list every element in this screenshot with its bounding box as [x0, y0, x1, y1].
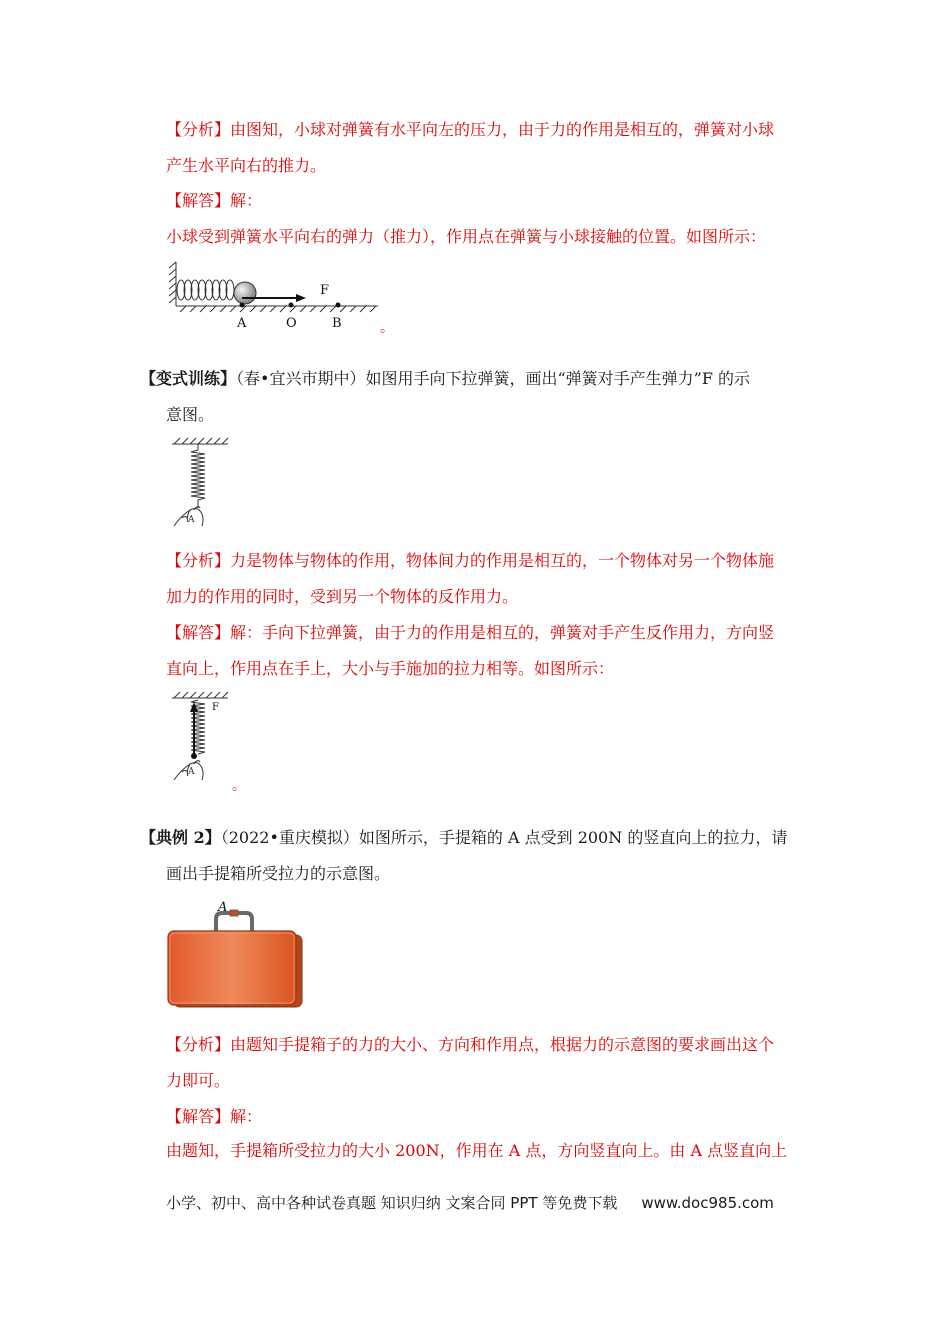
- label-b: B: [332, 316, 342, 331]
- ball: [234, 282, 256, 304]
- hand-spring-figure: [166, 436, 236, 532]
- ex2-text1: （2022•重庆模拟）如图所示，手提箱的 A 点受到 200N 的竖直向上的拉力，请: [220, 828, 788, 847]
- ex1-answer-solve: 解：: [230, 191, 263, 210]
- spring-ball-figure: [166, 258, 396, 338]
- variant-line2: 意图。: [166, 405, 215, 424]
- variant-analysis-text1: 力是物体与物体的作用，物体间力的作用是相互的，一个物体对另一个物体施: [230, 551, 775, 570]
- ex2-line2: 画出手提箱所受拉力的示意图。: [166, 864, 391, 883]
- variant-answer-line2: 直向上，作用点在手上，大小与手施加的拉力相等。如图所示：: [166, 659, 615, 678]
- variant-text1: （春•宜兴市期中）如图用手向下拉弹簧，画出“弹簧对手产生弹力”F 的示: [236, 369, 751, 388]
- footer-text: 小学、初中、高中各种试卷真题 知识归纳 文案合同 PPT 等免费下载: [166, 1194, 618, 1212]
- variant-line1: [140, 369, 750, 389]
- variant-answer-line1: [166, 623, 774, 643]
- ex1-answer-head: [166, 191, 262, 211]
- floor-hatching: [176, 306, 378, 312]
- ex2-analysis-line2: 力即可。: [166, 1071, 231, 1090]
- variant-tag: 【变式训练】: [140, 369, 237, 388]
- ex2-line1: [140, 828, 787, 848]
- label-o: O: [286, 316, 297, 331]
- ex2-answer-head: [166, 1107, 262, 1127]
- ex1-analysis-line1: [166, 120, 774, 140]
- point-o: [289, 303, 294, 308]
- point-b: [336, 303, 341, 308]
- wall-hatching: [169, 262, 176, 306]
- force-label-f: F: [212, 702, 219, 713]
- variant-fig-a-label: A: [188, 515, 195, 525]
- label-a: A: [237, 316, 247, 331]
- ex1-analysis-tag: 【分析】: [166, 120, 231, 139]
- ex2-analysis-text1: 由题知手提箱子的力的大小、方向和作用点，根据力的示意图的要求画出这个: [230, 1035, 775, 1054]
- variant-analysis-line1: [166, 551, 774, 571]
- variant-answer-text1: 解：手向下拉弹簧，由于力的作用是相互的，弹簧对手产生反作用力，方向竖: [230, 623, 775, 642]
- ceiling-hatching: [172, 438, 228, 444]
- ex2-analysis-line1: [166, 1035, 774, 1055]
- force-point-a: [191, 753, 197, 759]
- ex1-answer-tag: 【解答】: [166, 191, 231, 210]
- ceiling-hatching-2: [172, 692, 228, 698]
- suitcase-label-a: A: [218, 900, 228, 915]
- point-a: [240, 303, 245, 308]
- hand-spring-force-figure: [166, 690, 256, 794]
- label-f: F: [320, 283, 330, 298]
- ex2-answer-line1: 由题知，手提箱所受拉力的大小 200N，作用在 A 点，方向竖直向上。由 A 点竖直向上: [166, 1141, 788, 1160]
- variant-fig2-a-label: A: [188, 767, 195, 777]
- variant-answer-tag: 【解答】: [166, 623, 231, 642]
- spring-coil: [191, 450, 205, 500]
- suitcase-body: [168, 931, 296, 1005]
- ex1-answer-line1: 小球受到弹簧水平向右的弹力（推力），作用点在弹簧与小球接触的位置。如图所示：: [166, 227, 767, 246]
- force-arrow-head: [296, 294, 306, 302]
- ex2-tag: 【典例 2】: [140, 828, 221, 847]
- compressed-spring: [177, 280, 234, 300]
- handle-clip: [230, 910, 238, 916]
- variant-analysis-tag: 【分析】: [166, 551, 231, 570]
- ex2-analysis-tag: 【分析】: [166, 1035, 231, 1054]
- suitcase-figure: [164, 895, 306, 1013]
- ex1-analysis-text1: 由图知，小球对弹簧有水平向左的压力，由于力的作用是相互的，弹簧对小球: [230, 120, 775, 139]
- fig1-period: 。: [380, 320, 394, 336]
- variant-analysis-line2: 加力的作用的同时，受到另一个物体的反作用力。: [166, 587, 519, 606]
- ex1-analysis-line2: 产生水平向右的推力。: [166, 156, 327, 175]
- page-footer: [166, 1192, 774, 1213]
- footer-url[interactable]: www.doc985.com: [641, 1194, 774, 1212]
- ex2-answer-solve: 解：: [230, 1107, 263, 1126]
- fig3-period: 。: [232, 778, 246, 794]
- ex2-answer-tag: 【解答】: [166, 1107, 231, 1126]
